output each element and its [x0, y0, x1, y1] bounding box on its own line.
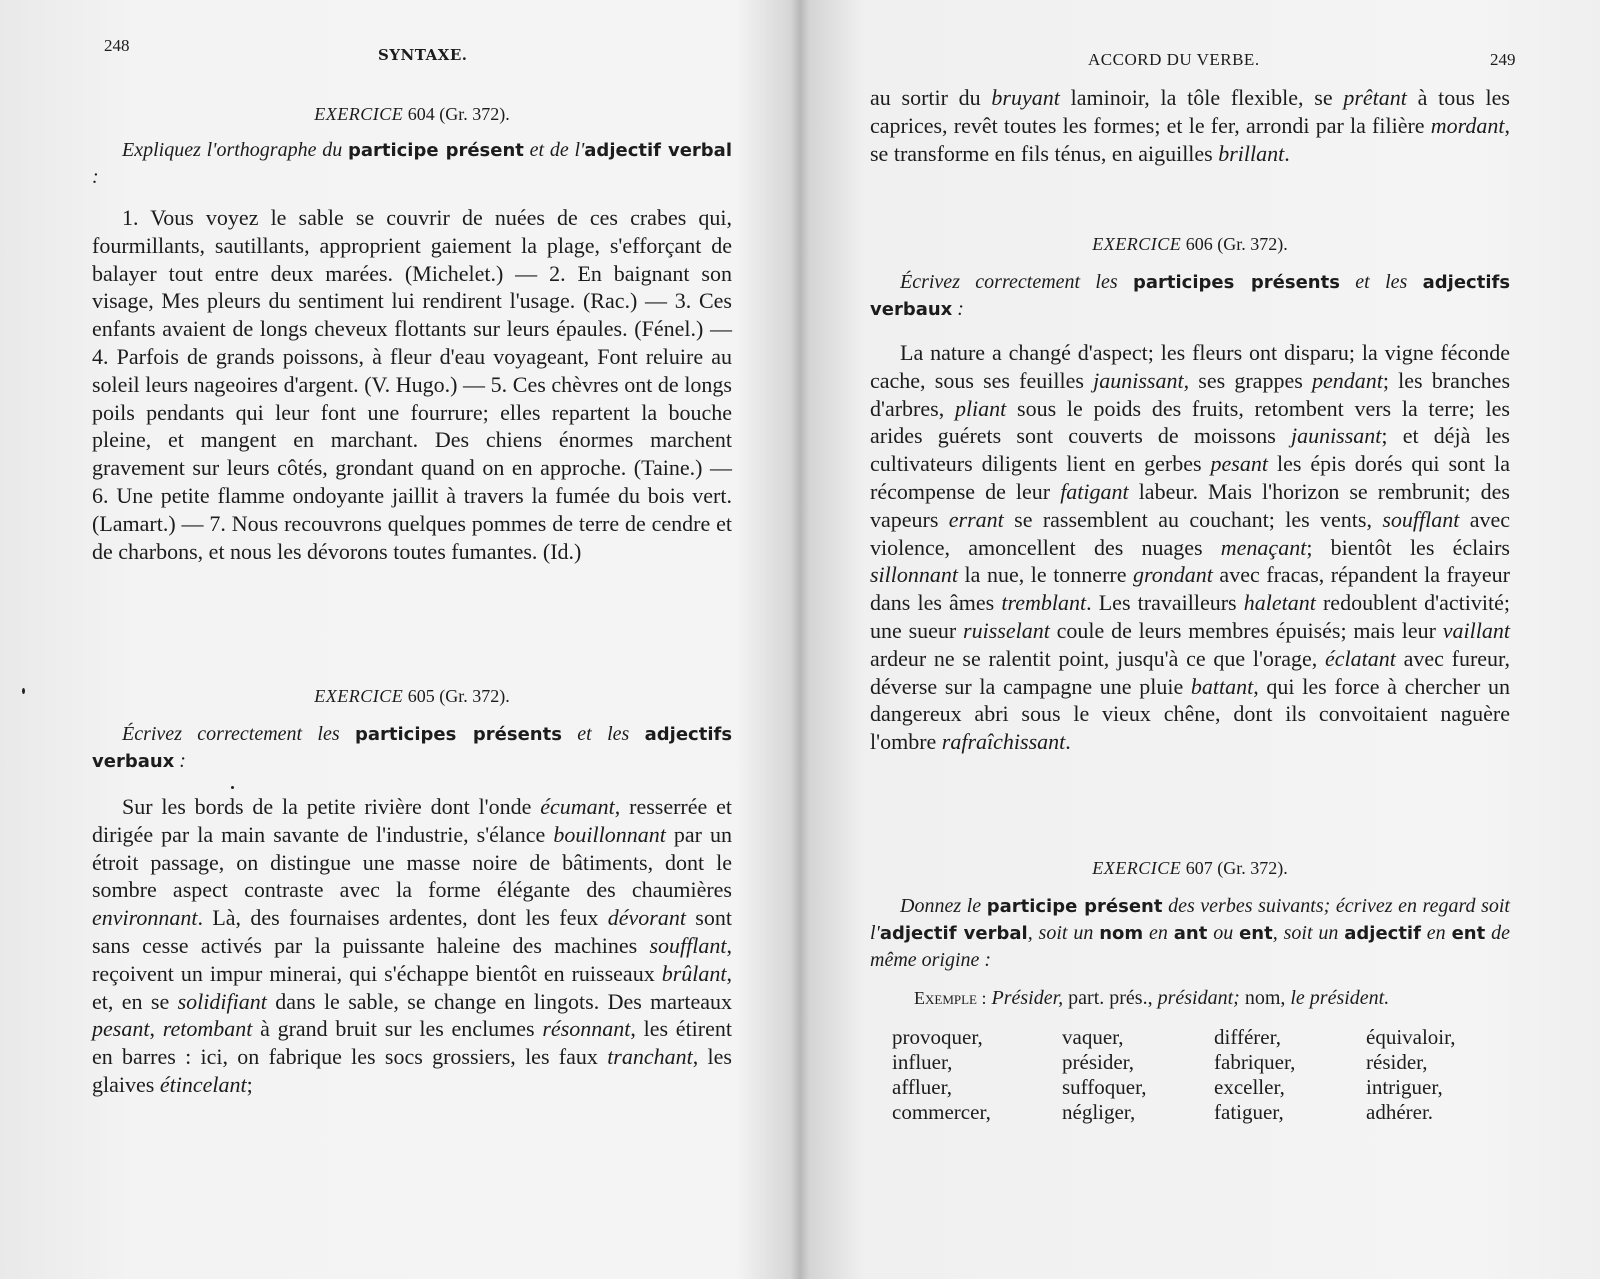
text-run: , resserrée et dirigée par la main savante de l'industrie, s'élance [92, 794, 732, 847]
verb-list [892, 1025, 1510, 1125]
instruction-keyword: adjectif verbal [584, 140, 732, 161]
italic-word: bouillonnant [553, 821, 666, 847]
instruction-keyword: ant [1173, 923, 1208, 944]
instruction-keyword: adjectif verbal [879, 923, 1028, 944]
exercise-604-body: 1. Vous voyez le sable se couvrir de nuées de ces crabes qui, fourmillants, sautillants, approprient gaiement la plage, s'efforçant de balayer tout entre deux marées. (Michelet.) — 2. En baignant son visage, Mes pleurs du sentiment lui rendirent l'usage. (Rac.) — 3. Ces enfants avaient de longs cheveux flottants sur leurs épaules. (Fénel.) — 4. Parfois de grands poissons, à fleur d'eau voyageant, Font reluire au soleil leurs nageoires d'argent. (V. Hugo.) — 5. Ces chèvres ont de longs poils pendants qui leur font une fourrure; elles repartent la bouche pleine, et mangent en marchant. Des chiens énormes marchent gravement sur leurs côtés, grondant quand on en approche. (Taine.) — 6. Une petite flamme ondoyante jaillit à travers la fumée du bois vert. (Lamart.) — 7. Nous recouvrons quelques pommes de terre de cendre et de charbons, et nous les dévorons toutes fumantes. (Id.) [92, 205, 732, 564]
verb-item: fabriquer, [1214, 1050, 1296, 1074]
italic-word: jaunissant [1290, 423, 1382, 449]
verb-item: suffoquer, [1062, 1075, 1147, 1099]
text-run: . Là, des fournaises ardentes, dont les feux [197, 905, 608, 931]
italic-word: pendant [1311, 367, 1383, 393]
verb-item: affluer, [892, 1075, 952, 1099]
italic-word: tranchant [607, 1044, 693, 1070]
italic-word: battant [1190, 673, 1254, 699]
verb-item: influer, [892, 1050, 953, 1074]
text-run: ; bientôt les éclairs [1306, 534, 1510, 560]
text-run: la nue, le tonnerre [958, 562, 1134, 588]
instruction-text: de même origine : [870, 922, 1510, 971]
italic-word: soufflant [1382, 506, 1460, 532]
text-run: redoublent d'activité; une sueur [870, 590, 1511, 643]
text-run: avec violence, amoncellent des nuages [870, 506, 1510, 560]
page-number-left: 248 [104, 36, 130, 55]
text-run: , [149, 1016, 163, 1042]
print-speck [22, 688, 25, 694]
verb-item: vaquer, [1062, 1025, 1124, 1049]
exercise-604 [92, 104, 732, 565]
example-label: Exemple : [914, 988, 987, 1008]
verb-item: intriguer, [1366, 1075, 1443, 1099]
exercise-607-example [870, 985, 1510, 1011]
instruction-keyword: participe présent [986, 896, 1163, 917]
italic-word: pliant [954, 395, 1007, 421]
instruction-text: : [957, 298, 964, 320]
exercise-title-number: 607 (Gr. 372). [1185, 858, 1288, 878]
italic-word: bruyant [991, 85, 1060, 110]
exercise-605-instruction [92, 721, 732, 775]
italic-word: menaçant [1220, 534, 1307, 560]
instruction-text: , soit un [1027, 922, 1100, 944]
verb-item: résider, [1366, 1050, 1428, 1074]
text-run: à tous les caprices, revêt toutes les formes; et le fer, arrondi par la filière [870, 85, 1510, 138]
verb-item: adhérer. [1366, 1100, 1434, 1124]
running-head-right: ACCORD DU VERBE. [1088, 50, 1260, 69]
text-run: , les étirent en barres : ici, on fabrique les socs grossiers, les faux [92, 1016, 732, 1070]
exercise-605 [92, 686, 732, 1099]
instruction-keyword: ent [1451, 923, 1486, 944]
exercise-title-word: EXERCICE [1092, 858, 1182, 878]
instruction-text: et de l' [529, 139, 585, 161]
italic-word: rafraîchissant [941, 729, 1066, 755]
text-run: . Les travailleurs [1086, 590, 1244, 616]
instruction-text: en [1420, 922, 1452, 944]
verb-item: différer, [1214, 1025, 1281, 1049]
text-run: ; et déjà les cultivateurs diligents lient en gerbes [870, 423, 1510, 477]
exercise-606-instruction [870, 269, 1510, 323]
italic-word: brûlant [661, 960, 727, 986]
instruction-keyword: adjectif [1344, 923, 1421, 944]
instruction-keyword: participe présent [347, 140, 524, 161]
exercise-607-title [870, 858, 1510, 879]
italic-word: ruisselant [963, 617, 1050, 643]
instruction-keyword: adjectifs verbaux [92, 724, 733, 772]
exercise-606 [870, 234, 1510, 756]
italic-word: écumant [540, 794, 615, 819]
continuation-body [870, 84, 1510, 167]
text-run: Sur les bords de la petite rivière dont l'onde [122, 794, 541, 819]
italic-word: haletant [1243, 590, 1316, 616]
exercise-607 [870, 858, 1510, 1125]
verb-item: commercer, [892, 1100, 991, 1124]
instruction-text: : [179, 750, 186, 772]
example-verb: Présider, [991, 987, 1064, 1009]
text-run: coule de leurs membres épuisés; mais leur [1049, 617, 1443, 643]
italic-word: pesant [1210, 451, 1268, 477]
text-run: sont sans cesse activés par la puissante haleine des machines [92, 905, 732, 958]
example-part-label: part. prés., [1068, 987, 1153, 1009]
exercise-title-word: EXERCICE [314, 686, 404, 706]
italic-word: pesant [92, 1016, 150, 1042]
italic-word: errant [948, 506, 1004, 532]
italic-word: dévorant [607, 905, 686, 931]
italic-word: mordant [1430, 112, 1505, 138]
exercise-title-word: EXERCICE [314, 104, 404, 124]
left-page [0, 0, 790, 1279]
print-speck [231, 786, 234, 789]
text-run: les épis dorés qui sont la récompense de leur [870, 451, 1510, 504]
italic-word: sillonnant [870, 562, 959, 588]
text-run: au sortir du [870, 85, 992, 110]
italic-word: environnant [92, 905, 198, 931]
exercise-title-word: EXERCICE [1092, 234, 1182, 254]
instruction-keyword: participes présents [1132, 272, 1340, 293]
italic-word: retombant [162, 1016, 253, 1042]
text-run: La nature a changé d'aspect; les fleurs ont disparu; la vigne féconde cache, sous ses feuilles [870, 340, 1510, 393]
instruction-text: Écrivez correctement les [122, 723, 340, 745]
text-run: avec fracas, répandent la frayeur dans les âmes [870, 562, 1511, 616]
instruction-text: ou [1207, 922, 1240, 944]
text-run: se rassemblent au couchant; les vents, [1003, 506, 1383, 532]
right-page [810, 0, 1600, 1279]
italic-word: tremblant [1001, 590, 1087, 616]
italic-word: grondant [1133, 562, 1213, 588]
text-run: ardeur ne se ralentit point, jusqu'à ce que l'orage, [870, 645, 1326, 671]
exercise-606-body [870, 339, 1510, 756]
text-run: par un étroit passage, on distingue une masse noire de bâtiments, dont le sombre aspect contraste avec la forme élégante des chaumières [92, 821, 733, 903]
verb-item: provoquer, [892, 1025, 983, 1049]
exercise-606-title [870, 234, 1510, 255]
instruction-text: , soit un [1272, 922, 1345, 944]
page-number-right: 249 [1490, 50, 1516, 69]
italic-word: vaillant [1442, 617, 1510, 643]
italic-word: soufflant [649, 932, 727, 958]
exercise-605-title [92, 686, 732, 707]
example-noun: le président. [1290, 987, 1390, 1009]
instruction-text: Expliquez l'orthographe du [122, 139, 343, 161]
exercise-title-number: 606 (Gr. 372). [1185, 234, 1288, 254]
italic-word: fatigant [1060, 478, 1129, 504]
exercise-title-number: 605 (Gr. 372). [407, 686, 510, 706]
italic-word: solidifiant [177, 988, 267, 1014]
text-run: avec fureur, déverse sur la campagne une pluie [870, 645, 1511, 699]
verb-item: présider, [1062, 1050, 1135, 1074]
italic-word: jaunissant [1093, 367, 1184, 393]
text-run: , ses grappes [1183, 367, 1312, 393]
text-run: dans le sable, se change en lingots. Des marteaux [266, 988, 733, 1014]
text-run: , se transforme en fils ténus, en aiguilles [870, 112, 1510, 166]
text-run: , reçoivent un impur minerai, qui s'échappe bientôt en ruisseaux [92, 932, 732, 986]
instruction-keyword: nom [1099, 923, 1144, 944]
instruction-text: des verbes suivants; écrivez en regard soit l' [870, 895, 1510, 944]
verb-item: fatiguer, [1214, 1100, 1284, 1124]
text-run: laminoir, la tôle flexible, se [1059, 85, 1344, 110]
instruction-keyword: ent [1239, 923, 1273, 944]
italic-word: étincelant [159, 1071, 247, 1097]
text-run: ; [246, 1071, 253, 1097]
text-run: sous le poids des fruits, retombent vers la terre; les arides guérets sont couverts de moissons [870, 395, 1510, 449]
instruction-text: et les [1355, 271, 1408, 293]
text-run: . [1065, 729, 1071, 755]
instruction-text: et les [577, 723, 630, 745]
exercise-604-title [92, 104, 732, 125]
example-participle: présidant; [1157, 987, 1240, 1009]
italic-word: éclatant [1325, 645, 1396, 671]
text-run: . [1284, 140, 1290, 166]
text-run: ; les branches d'arbres, [870, 367, 1510, 421]
italic-word: prêtant [1343, 85, 1407, 110]
instruction-text: Donnez le [900, 895, 987, 917]
instruction-keyword: participes présents [354, 724, 562, 745]
verb-item: équivaloir, [1366, 1025, 1456, 1049]
text-run: labeur. Mais l'horizon se rembrunit; des vapeurs [870, 478, 1510, 532]
italic-word: brillant [1218, 140, 1285, 166]
italic-word: résonnant [542, 1016, 631, 1042]
text-run: , les glaives [92, 1044, 732, 1097]
exercise-607-instruction [870, 893, 1510, 973]
exercise-title-number: 604 (Gr. 372). [407, 104, 510, 124]
verb-item: négliger, [1062, 1100, 1136, 1124]
running-head-left: SYNTAXE. [378, 46, 468, 64]
text-run: , et, en se [92, 960, 732, 1014]
verb-item: exceller, [1214, 1075, 1285, 1099]
instruction-text: en [1143, 922, 1174, 944]
instruction-text: Écrivez correctement les [900, 271, 1118, 293]
example-nom-label: nom, [1244, 987, 1286, 1009]
exercise-604-instruction [92, 137, 732, 190]
text-run: , qui les force à chercher un dangereux abri sous le vieux chêne, dont ils convoitaient naguère l'ombre [870, 673, 1510, 755]
instruction-text: : [92, 166, 99, 188]
exercise-605-body [92, 793, 732, 1099]
instruction-keyword: adjectifs verbaux [870, 272, 1511, 320]
text-run: à grand bruit sur les enclumes [252, 1016, 543, 1042]
exercise-605-continuation [870, 84, 1510, 167]
